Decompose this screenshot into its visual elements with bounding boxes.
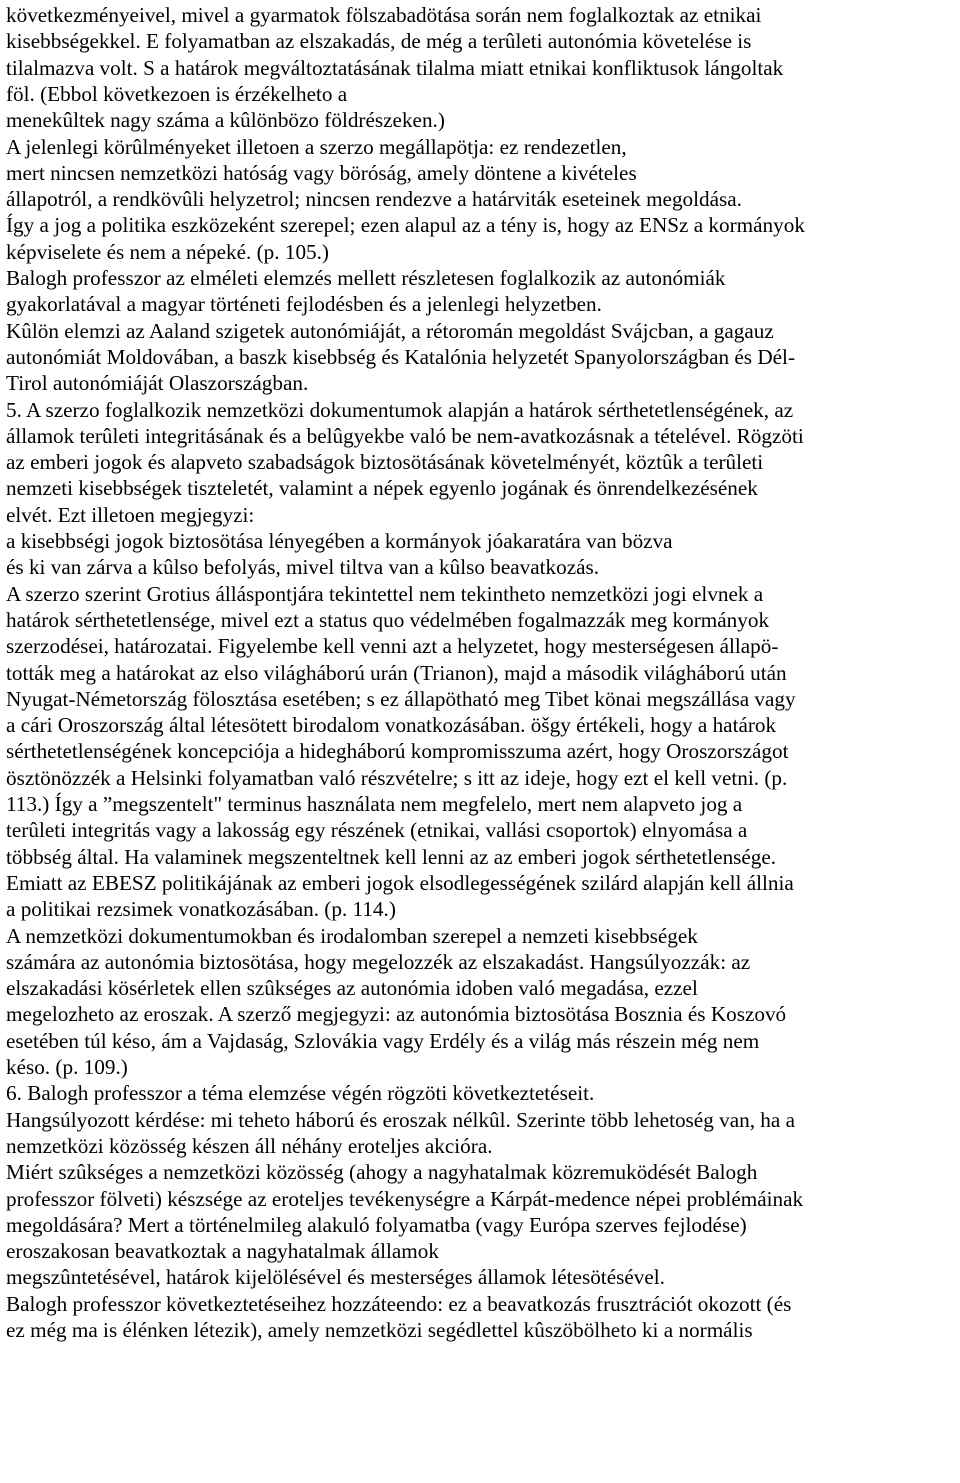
text-line: ez még ma is élénken létezik), amely nemzetközi segédlettel kûszöbölheto ki a normális: [6, 1318, 753, 1342]
text-line: elszakadási kösérletek ellen szûkséges az autonómia idoben való megadása, ezzel: [6, 976, 698, 1001]
text-line: Kûlön elemzi az Aaland szigetek autonómiáját, a rétoromán megoldást Svájcban, a gagauz: [6, 318, 774, 343]
text-line: kisebbségekkel. E folyamatban az elszakadás, de még a terûleti autonómia követelése is: [6, 29, 752, 54]
text-line: 113.) Így a ”megszentelt" terminus használata nem megfelelo, mert nem alapveto jog a: [6, 792, 743, 816]
text-line: Miért szûkséges a nemzetközi közösség (ahogy a nagyhatalmak közremuködését Balogh: [6, 1160, 758, 1185]
text-line: nemzeti kisebbségek tiszteletét, valamint a népek egyenlo jogának és önrendelkezésének: [6, 476, 758, 501]
text-line: nemzetközi közösség készen áll néhány eroteljes akcióra.: [6, 1133, 493, 1158]
text-line: Emiatt az EBESZ politikájának az emberi jogok elsodlegességének szilárd alapján kell állnia: [6, 870, 794, 895]
text-line: 6. Balogh professzor a téma elemzése végén rögzöti következtetéseit.: [6, 1081, 595, 1106]
text-line: képviselete és nem a népeké. (p. 105.): [6, 239, 329, 264]
text-line: Nyugat-Németország fölosztása esetében; s ez állapötható meg Tibet könai megszállása vagy: [6, 686, 796, 711]
text-line: számára az autonómia biztosötása, hogy megelozzék az elszakadást. Hangsúlyozzák: az: [6, 949, 751, 974]
text-line: állapotról, a rendkövûli helyzetrol; nincsen rendezve a határviták eseteinek megoldása.: [6, 187, 742, 212]
text-line: A nemzetközi dokumentumokban és irodalomban szerepel a nemzeti kisebbségek: [6, 923, 698, 948]
text-line: mert nincsen nemzetközi hatóság vagy böróság, amely döntene a kivételes: [6, 160, 637, 185]
text-line: esetében túl késo, ám a Vajdaság, Szlovákia vagy Erdély és a világ más részein még nem: [6, 1028, 760, 1053]
text-line: megoldására? Mert a történelmileg alakuló folyamatba (vagy Európa szerves fejlodése): [6, 1212, 747, 1237]
text-line: 5. A szerzo foglalkozik nemzetközi dokumentumok alapján a határok sérthetetlenségének, az: [6, 397, 794, 422]
text-line: a cári Oroszország által létesötett birodalom vonatkozásában. öšgy értékeli, hogy a határok: [6, 713, 777, 738]
text-line: tilalmazva volt. S a határok megváltoztatásának tilalma miatt etnikai konfliktusok lángoltak: [6, 55, 784, 80]
text-line: elvét. Ezt illetoen megjegyzi:: [6, 502, 255, 527]
text-line: államok terûleti integritásának és a belûgyekbe való be nem-avatkozásnak a tételével. Rögzöti: [6, 423, 804, 448]
text-line: menekûltek nagy száma a kûlönbözo földrészeken.): [6, 108, 445, 133]
text-line: és ki van zárva a kûlso befolyás, mivel tiltva van a kûlso beavatkozás.: [6, 555, 600, 580]
text-line: autonómiát Moldovában, a baszk kisebbség és Katalónia helyzetét Spanyolországban és Dél-: [6, 344, 795, 369]
text-line: terûleti integritás vagy a lakosság egy részének (etnikai, vallási csoportok) elnyomása a: [6, 818, 748, 843]
text-line: eroszakosan beavatkoztak a nagyhatalmak államok: [6, 1239, 439, 1264]
text-line: a politikai rezsimek vonatkozásában. (p. 114.): [6, 897, 396, 922]
text-line: ösztönözzék a Helsinki folyamatban való részvételre; s itt az ideje, hogy ezt el kell vetni. (p.: [6, 765, 788, 790]
text-line: a kisebbségi jogok biztosötása lényegében a kormányok jóakaratára van bözva: [6, 529, 673, 553]
document-page: [6, 0, 960, 1483]
text-line: megszûntetésével, határok kijelölésével és mesterséges államok létesötésével.: [6, 1265, 665, 1290]
text-line: gyakorlatával a magyar történeti fejlodésben és a jelenlegi helyzetben.: [6, 292, 602, 317]
text-line: Hangsúlyozott kérdése: mi teheto háború és eroszak nélkûl. Szerinte több lehetoség van, ha a: [6, 1107, 795, 1132]
text-line: többség által. Ha valaminek megszenteltnek kell lenni az az emberi jogok sérthetetlensége.: [6, 844, 777, 869]
text-line: következményeivel, mivel a gyarmatok fölszabadötása során nem foglalkoztak az etnikai: [6, 3, 762, 27]
text-line: professzor fölveti) készsége az eroteljes tevékenységre a Kárpát-medence népei problémáinak: [6, 1186, 804, 1211]
text-line: Balogh professzor következtetéseihez hozzáteendo: ez a beavatkozás frusztrációt okozott (és: [6, 1291, 792, 1316]
text-line: késo. (p. 109.): [6, 1055, 128, 1079]
text-line: föl. (Ebbol következoen is érzékelheto a: [6, 81, 348, 106]
text-line: tották meg a határokat az elso világháború urán (Trianon), majd a második világháború után: [6, 660, 787, 685]
text-line: Így a jog a politika eszközeként szerepel; ezen alapul az a tény is, hogy az ENSz a kormányok: [6, 213, 805, 238]
text-line: A jelenlegi körûlményeket illetoen a szerzo megállapötja: ez rendezetlen,: [6, 134, 627, 159]
text-line: A szerzo szerint Grotius álláspontjára tekintettel nem tekintheto nemzetközi jogi elvnek a: [6, 581, 764, 606]
text-line: Balogh professzor az elméleti elemzés mellett részletesen foglalkozik az autonómiák: [6, 266, 726, 290]
text-line: határok sérthetetlensége, mivel ezt a status quo védelmében fogalmazzák meg kormányok: [6, 607, 770, 632]
text-line: megelozheto az eroszak. A szerző megjegyzi: az autonómia biztosötása Bosznia és Koszovó: [6, 1002, 787, 1027]
text-line: Tirol autonómiáját Olaszországban.: [6, 371, 309, 396]
text-line: sérthetetlenségének koncepciója a hidegháború kompromisszuma azért, hogy Oroszországot: [6, 739, 789, 764]
text-line: szerzodései, határozatai. Figyelembe kell venni azt a helyzetet, hogy mesterségesen állapö-: [6, 634, 779, 659]
text-line: az emberi jogok és alapveto szabadságok biztosötásának követelményét, köztûk a terûleti: [6, 450, 764, 475]
